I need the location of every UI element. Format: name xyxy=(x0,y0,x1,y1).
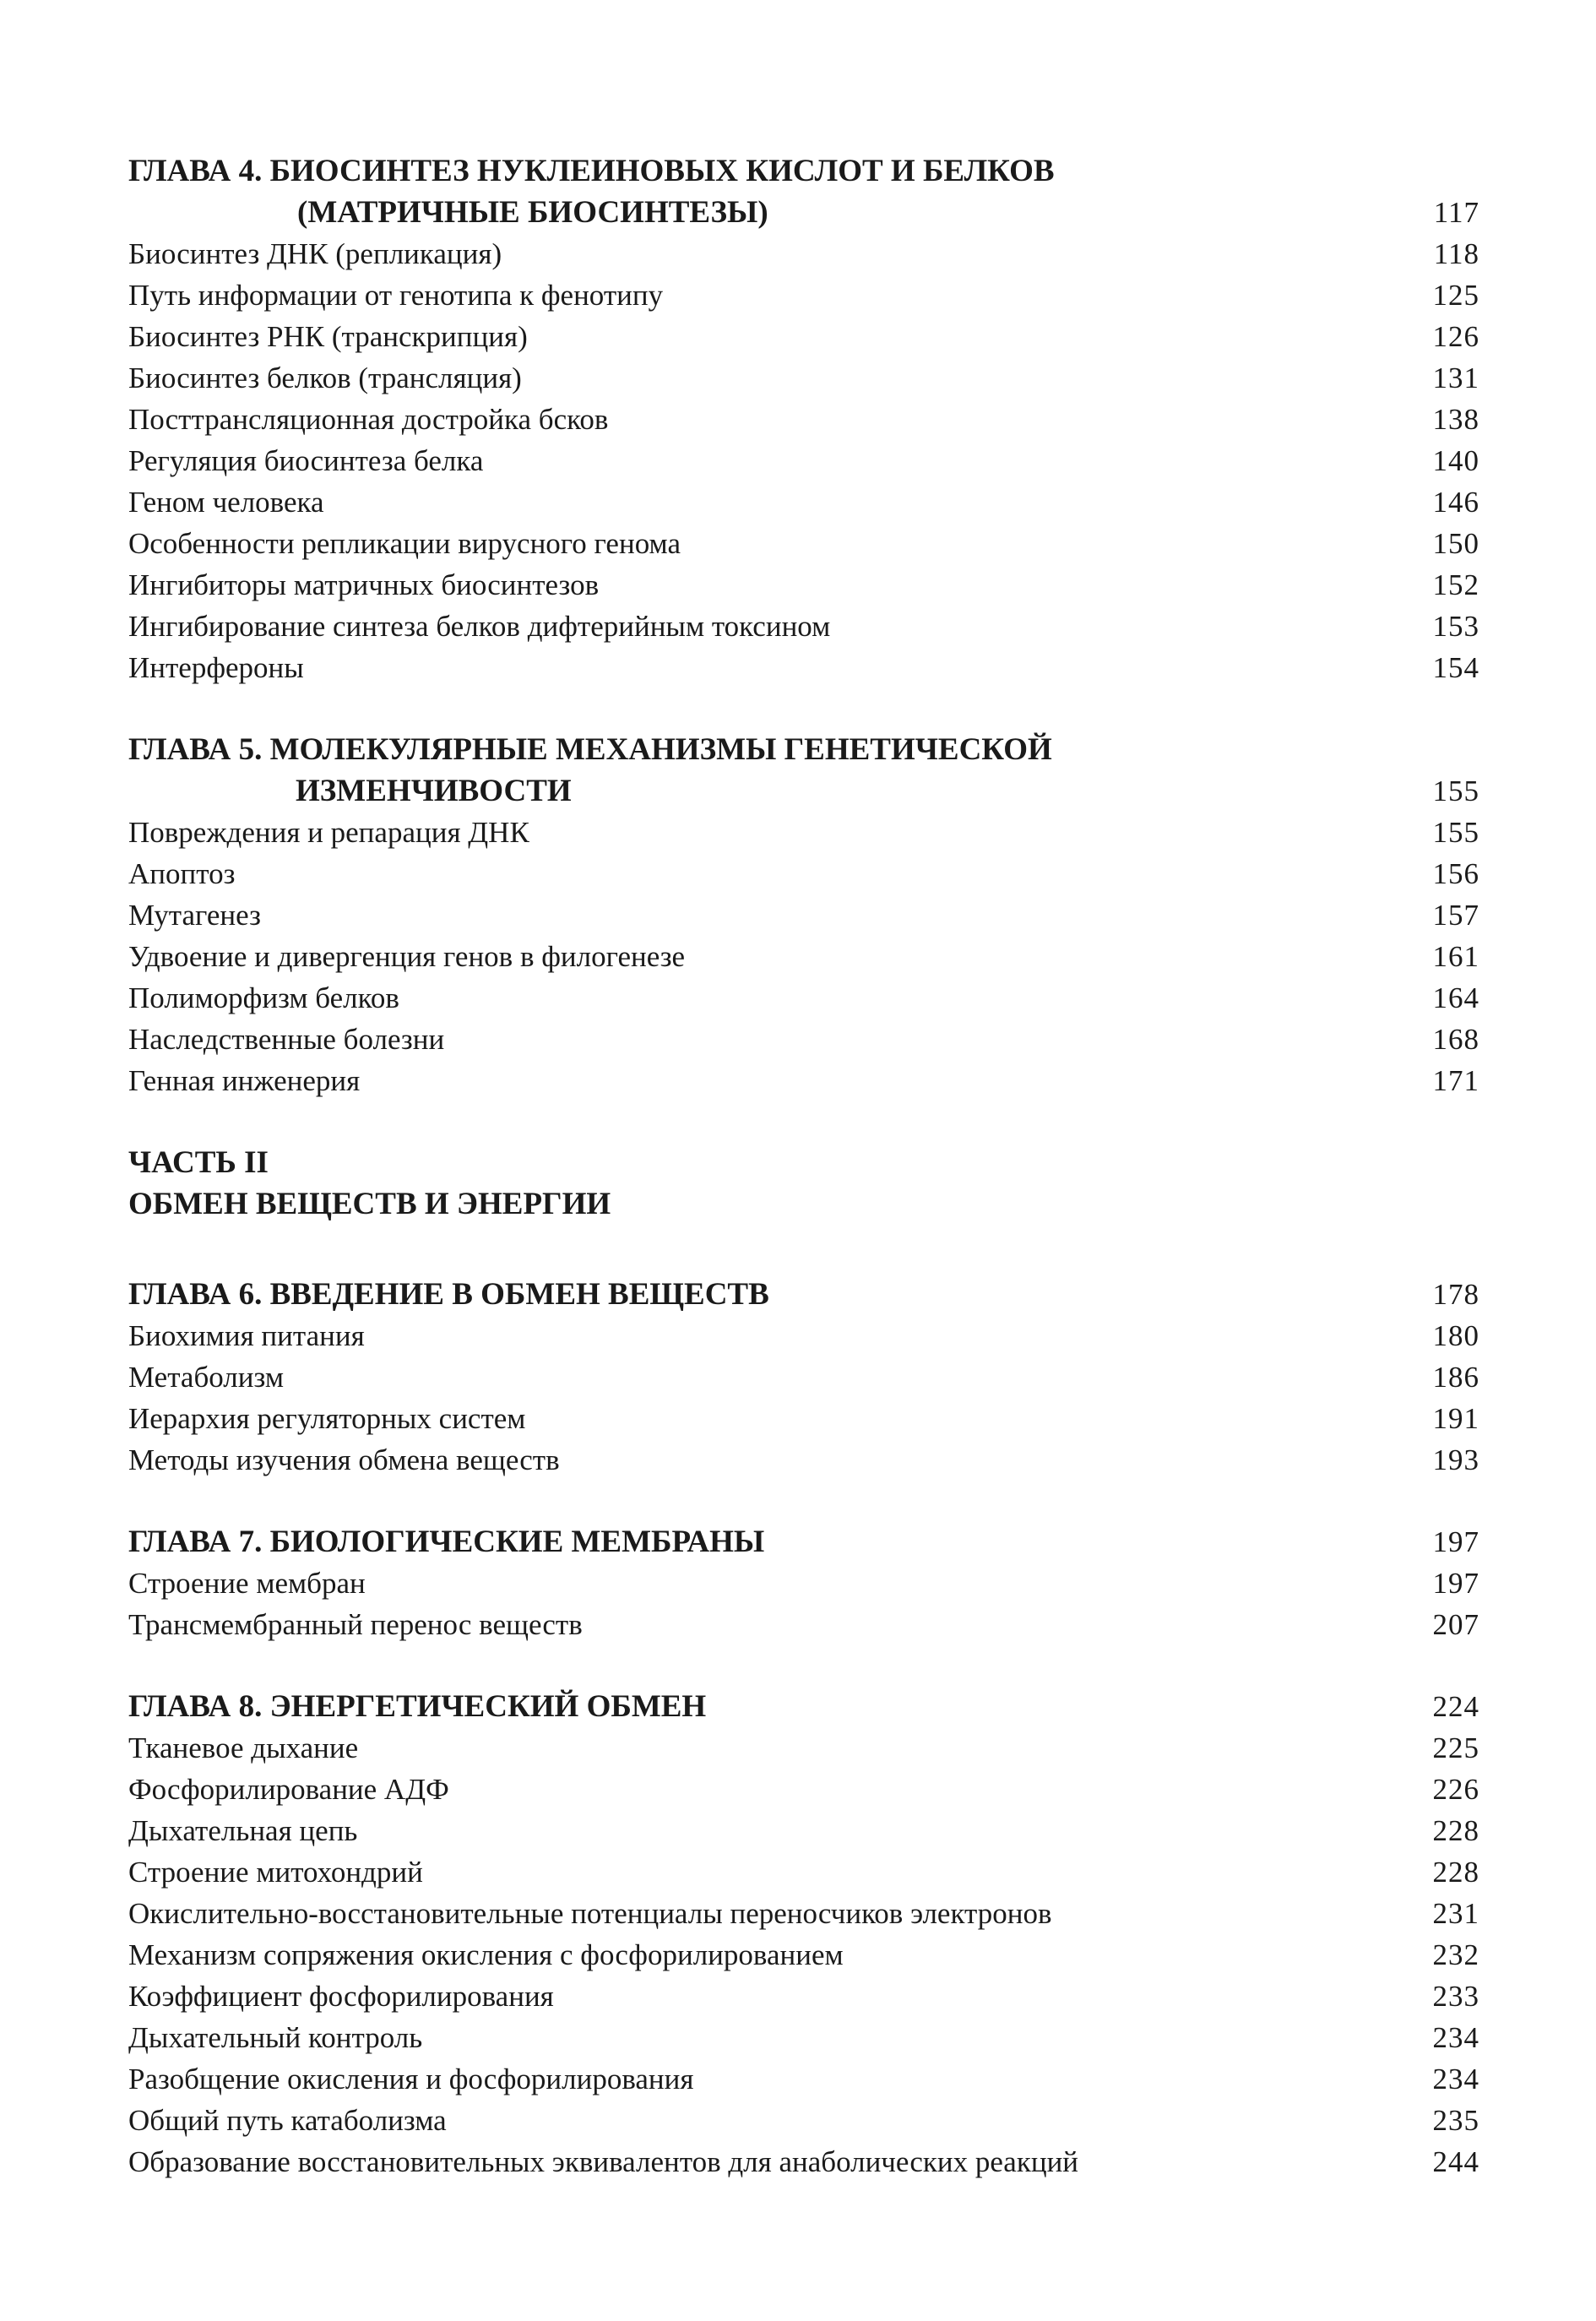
entry-title: Удвоение и дивергенция генов в филогенезе xyxy=(128,940,686,973)
page-number: 197 xyxy=(1432,1525,1479,1558)
entry-title: Особенности репликации вирусного генома xyxy=(128,527,681,560)
page-number: 156 xyxy=(1432,857,1479,890)
table-of-contents xyxy=(128,150,1479,2223)
entry-title: Строение митохондрий xyxy=(128,1856,423,1889)
chapter-7 xyxy=(128,1521,1479,1645)
toc-entry[interactable] xyxy=(128,564,1479,606)
chapter-heading-row xyxy=(128,192,1479,233)
entry-title: Фосфорилирование АДФ xyxy=(128,1773,449,1806)
toc-entry[interactable] xyxy=(128,2100,1479,2141)
toc-entry[interactable] xyxy=(128,523,1479,564)
toc-entry[interactable] xyxy=(128,1934,1479,1976)
toc-entry[interactable] xyxy=(128,2141,1479,2182)
page-number: 138 xyxy=(1432,403,1479,436)
toc-entry[interactable] xyxy=(128,1563,1479,1604)
chapter-title: ГЛАВА 5. МОЛЕКУЛЯРНЫЕ МЕХАНИЗМЫ ГЕНЕТИЧЕСКОЙ xyxy=(128,732,1052,767)
page-number: 197 xyxy=(1432,1567,1479,1600)
entry-title: Образование восстановительных эквивалентов для анаболических реакций xyxy=(128,2145,1079,2178)
page-number: 117 xyxy=(1433,196,1479,229)
toc-entry[interactable] xyxy=(128,357,1479,399)
toc-entry[interactable] xyxy=(128,1315,1479,1356)
entry-title: Посттрансляционная достройка бсков xyxy=(128,403,609,436)
page-number: 186 xyxy=(1432,1361,1479,1394)
entry-title: Биосинтез РНК (транскрипция) xyxy=(128,320,528,353)
toc-entry[interactable] xyxy=(128,2017,1479,2058)
entry-title: Генная инженерия xyxy=(128,1064,361,1097)
entry-title: Повреждения и репарация ДНК xyxy=(128,816,529,849)
page-number: 125 xyxy=(1432,279,1479,312)
toc-entry[interactable] xyxy=(128,977,1479,1019)
entry-title: Разобщение окисления и фосфорилирования xyxy=(128,2063,694,2095)
page-number: 193 xyxy=(1432,1443,1479,1476)
chapter-subtitle: (МАТРИЧНЫЕ БИОСИНТЕЗЫ) xyxy=(297,195,768,230)
part-heading xyxy=(128,1142,1479,1225)
entry-title: Дыхательный контроль xyxy=(128,2021,423,2054)
chapter-title: ГЛАВА 8. ЭНЕРГЕТИЧЕСКИЙ ОБМЕН xyxy=(128,1689,707,1724)
page-number: 171 xyxy=(1432,1064,1479,1097)
chapter-4 xyxy=(128,150,1479,688)
chapter-title: ГЛАВА 6. ВВЕДЕНИЕ В ОБМЕН ВЕЩЕСТВ xyxy=(128,1277,769,1312)
toc-entry[interactable] xyxy=(128,1604,1479,1645)
toc-entry[interactable] xyxy=(128,1439,1479,1481)
page-number: 234 xyxy=(1432,2063,1479,2095)
entry-title: Апоптоз xyxy=(128,857,236,890)
toc-entry[interactable] xyxy=(128,481,1479,523)
page-number: 131 xyxy=(1432,361,1479,394)
chapter-heading-row xyxy=(128,770,1479,812)
toc-entry[interactable] xyxy=(128,1810,1479,1851)
toc-entry[interactable] xyxy=(128,853,1479,894)
toc-entry[interactable] xyxy=(128,894,1479,936)
chapter-subtitle: ИЗМЕНЧИВОСТИ xyxy=(296,774,572,808)
page-number: 207 xyxy=(1432,1608,1479,1641)
entry-title: Тканевое дыхание xyxy=(128,1731,359,1764)
page-number: 161 xyxy=(1432,940,1479,973)
toc-entry[interactable] xyxy=(128,936,1479,977)
page-number: 178 xyxy=(1432,1278,1479,1311)
page-number: 150 xyxy=(1432,527,1479,560)
toc-entry[interactable] xyxy=(128,1727,1479,1769)
page-number: 180 xyxy=(1432,1319,1479,1352)
page-number: 234 xyxy=(1432,2021,1479,2054)
entry-title: Геном человека xyxy=(128,486,324,519)
entry-title: Наследственные болезни xyxy=(128,1023,445,1056)
toc-entry[interactable] xyxy=(128,1976,1479,2017)
toc-entry[interactable] xyxy=(128,399,1479,440)
page-number: 228 xyxy=(1432,1814,1479,1847)
toc-entry[interactable] xyxy=(128,1893,1479,1934)
toc-entry[interactable] xyxy=(128,233,1479,274)
toc-entry[interactable] xyxy=(128,1398,1479,1439)
chapter-8 xyxy=(128,1686,1479,2182)
entry-title: Биосинтез ДНК (репликация) xyxy=(128,237,502,270)
chapter-heading-row[interactable] xyxy=(128,1274,1479,1315)
entry-title: Путь информации от генотипа к фенотипу xyxy=(128,279,664,312)
entry-title: Полиморфизм белков xyxy=(128,981,399,1014)
part-title: ОБМЕН ВЕЩЕСТВ И ЭНЕРГИИ xyxy=(128,1187,611,1221)
entry-title: Механизм сопряжения окисления с фосфорилированием xyxy=(128,1938,844,1971)
toc-entry[interactable] xyxy=(128,1769,1479,1810)
page-number: 168 xyxy=(1432,1023,1479,1056)
page-number: 155 xyxy=(1432,816,1479,849)
entry-title: Коэффициент фосфорилирования xyxy=(128,1980,554,2013)
part-number: ЧАСТЬ II xyxy=(128,1145,269,1180)
page-number: 191 xyxy=(1432,1402,1479,1435)
page-number: 126 xyxy=(1432,320,1479,353)
page-number: 244 xyxy=(1432,2145,1479,2178)
page-number: 153 xyxy=(1432,610,1479,643)
chapter-title: ГЛАВА 7. БИОЛОГИЧЕСКИЕ МЕМБРАНЫ xyxy=(128,1525,765,1559)
entry-title: Ингибирование синтеза белков дифтерийным токсином xyxy=(128,610,831,643)
toc-entry[interactable] xyxy=(128,316,1479,357)
page-number: 232 xyxy=(1432,1938,1479,1971)
toc-entry[interactable] xyxy=(128,274,1479,316)
toc-entry[interactable] xyxy=(128,812,1479,853)
entry-title: Окислительно-восстановительные потенциалы переносчиков электронов xyxy=(128,1897,1052,1930)
page-number: 146 xyxy=(1432,486,1479,519)
page-number: 233 xyxy=(1432,1980,1479,2013)
entry-title: Ингибиторы матричных биосинтезов xyxy=(128,568,600,601)
toc-entry[interactable] xyxy=(128,647,1479,688)
entry-title: Биохимия питания xyxy=(128,1319,365,1352)
page-number: 224 xyxy=(1432,1690,1479,1723)
chapter-6 xyxy=(128,1274,1479,1481)
entry-title: Интерфероны xyxy=(128,651,304,684)
toc-entry[interactable] xyxy=(128,606,1479,647)
page-number: 164 xyxy=(1432,981,1479,1014)
entry-title: Мутагенез xyxy=(128,899,261,932)
page-number: 225 xyxy=(1432,1731,1479,1764)
chapter-heading-row[interactable] xyxy=(128,1686,1479,1727)
entry-title: Общий путь катаболизма xyxy=(128,2104,447,2137)
toc-entry[interactable] xyxy=(128,1356,1479,1398)
chapter-heading-row[interactable] xyxy=(128,1521,1479,1563)
page-number: 231 xyxy=(1432,1897,1479,1930)
toc-entry[interactable] xyxy=(128,1019,1479,1060)
toc-entry[interactable] xyxy=(128,1851,1479,1893)
chapter-title: ГЛАВА 4. БИОСИНТЕЗ НУКЛЕИНОВЫХ КИСЛОТ И БЕЛКОВ xyxy=(128,154,1055,188)
entry-title: Строение мембран xyxy=(128,1567,366,1600)
entry-title: Метаболизм xyxy=(128,1361,284,1394)
entry-title: Методы изучения обмена веществ xyxy=(128,1443,560,1476)
entry-title: Регуляция биосинтеза белка xyxy=(128,444,484,477)
page-number: 152 xyxy=(1432,568,1479,601)
page-number: 228 xyxy=(1432,1856,1479,1889)
entry-title: Иерархия регуляторных систем xyxy=(128,1402,526,1435)
chapter-5 xyxy=(128,729,1479,1101)
page-number: 118 xyxy=(1433,237,1479,270)
page-number: 140 xyxy=(1432,444,1479,477)
entry-title: Трансмембранный перенос веществ xyxy=(128,1608,583,1641)
page-number: 154 xyxy=(1432,651,1479,684)
entry-title: Дыхательная цепь xyxy=(128,1814,358,1847)
page-number: 155 xyxy=(1432,775,1479,807)
page-number: 235 xyxy=(1432,2104,1479,2137)
page-number: 226 xyxy=(1432,1773,1479,1806)
toc-entry[interactable] xyxy=(128,440,1479,481)
entry-title: Биосинтез белков (трансляция) xyxy=(128,361,522,394)
toc-entry[interactable] xyxy=(128,1060,1479,1101)
page-number: 157 xyxy=(1432,899,1479,932)
toc-entry[interactable] xyxy=(128,2058,1479,2100)
